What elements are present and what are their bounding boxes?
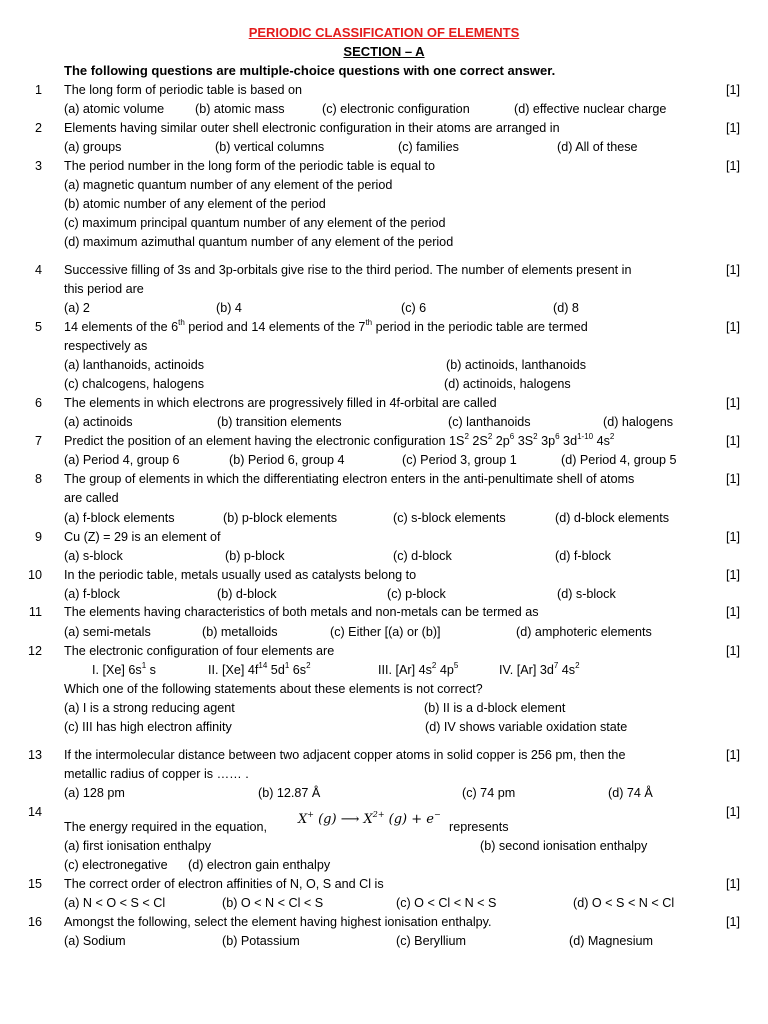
option-c: (c) p-block <box>387 587 446 601</box>
option-c: (c) electronic configuration <box>322 102 470 116</box>
marks: [1] <box>726 472 741 486</box>
config-iii: III. [Ar] $4s^2$ $4p^5$ <box>378 660 459 677</box>
page-title: PERIODIC CLASSIFICATION OF ELEMENTS <box>248 25 520 40</box>
question-text-cont: this period are <box>64 282 144 296</box>
option-d: (d) halogens <box>603 415 674 429</box>
option-b: (b) 12.87 Å <box>258 786 321 800</box>
option-d: (d) electron gain enthalpy <box>188 858 331 872</box>
question-number: 4 <box>34 263 42 277</box>
marks: [1] <box>726 121 741 135</box>
marks: [1] <box>726 644 741 658</box>
option-a: (a) groups <box>64 140 122 154</box>
option-a: (a) lanthanoids, actinoids <box>64 358 205 372</box>
option-a: (a) f-block <box>64 587 120 601</box>
option-a: (a) 2 <box>64 301 90 315</box>
option-a: (a) 128 pm <box>64 786 125 800</box>
option-a: (a) N < O < S < Cl <box>64 896 166 910</box>
marks: [1] <box>726 605 741 619</box>
option-b: (b) 4 <box>216 301 242 315</box>
option-a: (a) Period 4, group 6 <box>64 453 180 467</box>
option-c: (c) Beryllium <box>396 934 466 948</box>
option-a: (a) s-block <box>64 549 123 563</box>
question-text-cont: metallic radius of copper is …… . <box>64 767 249 781</box>
option-a: (a) first ionisation enthalpy <box>64 839 211 853</box>
question-text: Cu (Z) = 29 is an element of <box>64 530 221 544</box>
question-text-cont: Which one of the following statements about these elements is not correct? <box>64 682 483 696</box>
marks: [1] <box>726 159 741 173</box>
option-c: (c) 6 <box>401 301 427 315</box>
option-c: (c) Period 3, group 1 <box>402 453 517 467</box>
option-b: (b) Potassium <box>222 934 300 948</box>
question-text: The energy required in the equation, <box>64 820 268 834</box>
question-text: The correct order of electron affinities of N, O, S and Cl is <box>64 877 384 891</box>
option-b: (b) Period 6, group 4 <box>229 453 345 467</box>
question-text: Successive filling of 3s and 3p-orbitals give rise to the third period. The number of elements present in <box>64 263 632 277</box>
option-d: (d) s-block <box>557 587 616 601</box>
option-d: (d) effective nuclear charge <box>514 102 667 116</box>
instructions: The following questions are multiple-choice questions with one correct answer. <box>64 63 556 78</box>
option-d: (d) amphoteric elements <box>516 625 652 639</box>
option-b: (b) O < N < Cl < S <box>222 896 324 910</box>
option-c: (c) Either [(a) or (b)] <box>330 625 441 639</box>
option-c: (c) maximum principal quantum number of any element of the period <box>64 216 446 230</box>
question-number: 10 <box>27 568 42 582</box>
question-number: 16 <box>27 915 42 929</box>
question-number: 9 <box>34 530 42 544</box>
marks: [1] <box>726 434 741 448</box>
question-text: In the periodic table, metals usually used as catalysts belong to <box>64 568 417 582</box>
option-d: (d) Period 4, group 5 <box>561 453 677 467</box>
question-text: Elements having similar outer shell electronic configuration in their atoms are arranged in <box>64 121 560 135</box>
question-number: 12 <box>27 644 42 658</box>
option-a: (a) f-block elements <box>64 511 175 525</box>
question-text: 14 elements of the 6th period and 14 elements of the 7th period in the periodic table are termed <box>64 317 588 334</box>
section-title: SECTION – A <box>343 44 425 59</box>
marks: [1] <box>726 320 741 334</box>
option-c: (c) III has high electron affinity <box>64 720 232 734</box>
ionisation-equation: X+ (g) ⟶ $X^{2+}$ (g) + e− <box>298 809 441 827</box>
question-number: 2 <box>34 121 42 135</box>
marks: [1] <box>726 263 741 277</box>
option-b: (b) p-block <box>225 549 285 563</box>
config-ii: II. [Xe] $4f^{14}$ $5d^1$ $6s^2$ <box>208 660 311 677</box>
option-c: (c) O < Cl < N < S <box>396 896 497 910</box>
option-a: (a) Sodium <box>64 934 126 948</box>
marks: [1] <box>726 83 741 97</box>
option-d: (d) actinoids, halogens <box>444 377 571 391</box>
option-c: (c) d-block <box>393 549 452 563</box>
option-a: (a) actinoids <box>64 415 133 429</box>
option-a: (a) I is a strong reducing agent <box>64 701 235 715</box>
marks: [1] <box>726 877 741 891</box>
option-d: (d) O < S < N < Cl <box>573 896 675 910</box>
question-text-cont: are called <box>64 491 119 505</box>
option-c: (c) 74 pm <box>462 786 516 800</box>
question-number: 6 <box>34 396 42 410</box>
marks: [1] <box>726 805 741 819</box>
question-text: The long form of periodic table is based on <box>64 83 303 97</box>
question-text: The group of elements in which the differentiating electron enters in the anti-penultimate shell of atoms <box>64 472 635 486</box>
question-number: 5 <box>34 320 42 334</box>
question-number: 14 <box>27 805 42 819</box>
question-number: 13 <box>27 748 42 762</box>
question-text-tail: represents <box>449 820 509 834</box>
option-a: (a) semi-metals <box>64 625 151 639</box>
option-a: (a) atomic volume <box>64 102 165 116</box>
marks: [1] <box>726 748 741 762</box>
question-text: The electronic configuration of four elements are <box>64 644 335 658</box>
option-b: (b) actinoids, lanthanoids <box>446 358 587 372</box>
option-b: (b) p-block elements <box>223 511 338 525</box>
question-text: If the intermolecular distance between two adjacent copper atoms in solid copper is 256 pm, then the <box>64 748 626 762</box>
option-b: (b) second ionisation enthalpy <box>480 839 648 853</box>
option-c: (c) s-block elements <box>393 511 506 525</box>
config-i: I. [Xe] $6s^1$ s <box>92 660 156 677</box>
option-d: (d) Magnesium <box>569 934 653 948</box>
option-c: (c) lanthanoids <box>448 415 531 429</box>
config-iv: IV. [Ar] $3d^7$ $4s^2$ <box>499 660 580 677</box>
question-number: 11 <box>28 605 42 619</box>
option-c: (c) electronegative <box>64 858 168 872</box>
question-text: The period number in the long form of the periodic table is equal to <box>64 159 436 173</box>
option-b: (b) II is a d-block element <box>424 701 566 715</box>
option-c: (c) families <box>398 140 459 154</box>
option-b: (b) metalloids <box>202 625 278 639</box>
option-c: (c) chalcogens, halogens <box>64 377 205 391</box>
question-text: The elements in which electrons are progressively filled in 4f-orbital are called <box>64 396 497 410</box>
option-d: (d) 74 Å <box>608 786 653 800</box>
option-d: (d) maximum azimuthal quantum number of any element of the period <box>64 235 454 249</box>
question-number: 8 <box>34 472 42 486</box>
option-b: (b) vertical columns <box>215 140 325 154</box>
question-text: Amongst the following, select the element having highest ionisation enthalpy. <box>64 915 492 929</box>
question-text: The elements having characteristics of both metals and non-metals can be termed as <box>64 605 539 619</box>
marks: [1] <box>726 568 741 582</box>
option-d: (d) d-block elements <box>555 511 670 525</box>
option-d: (d) All of these <box>557 140 638 154</box>
option-d: (d) 8 <box>553 301 579 315</box>
question-text: Predict the position of an element having the electronic configuration $1S^2$ $2S^2$ $2p^6$ $3S^2$ $3p^6$ $3d^{1-10}$ $4s^2$ <box>64 431 615 448</box>
question-number: 3 <box>34 159 42 173</box>
option-b: (b) atomic mass <box>195 102 285 116</box>
option-d: (d) f-block <box>555 549 611 563</box>
option-a: (a) magnetic quantum number of any element of the period <box>64 178 393 192</box>
option-d: (d) IV shows variable oxidation state <box>425 720 628 734</box>
option-b: (b) d-block <box>217 587 277 601</box>
question-number: 15 <box>27 877 42 891</box>
question-number: 1 <box>34 83 42 97</box>
marks: [1] <box>726 915 741 929</box>
option-b: (b) atomic number of any element of the period <box>64 197 326 211</box>
option-b: (b) transition elements <box>217 415 342 429</box>
marks: [1] <box>726 396 741 410</box>
marks: [1] <box>726 530 741 544</box>
question-number: 7 <box>34 434 42 448</box>
question-text-cont: respectively as <box>64 339 148 353</box>
